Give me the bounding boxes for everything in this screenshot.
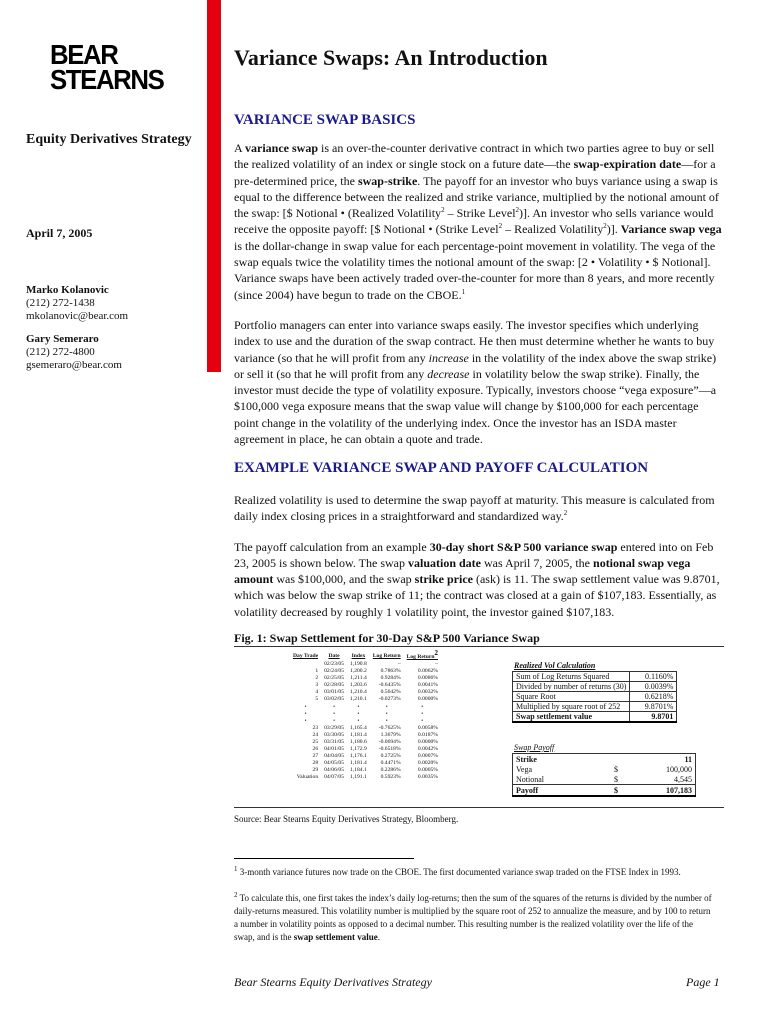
author-block — [26, 284, 196, 323]
table-cell: 1,191.1 — [350, 774, 367, 781]
realized-vol-title: Realized Vol Calculation — [514, 661, 596, 670]
table-cell: 1,211.4 — [350, 675, 367, 682]
table-cell: • — [421, 717, 424, 724]
table-cell: 03/31/05 — [324, 738, 345, 745]
footnote-divider — [234, 858, 414, 859]
table-row — [513, 702, 677, 712]
table-row — [290, 774, 441, 781]
table-cell: 0.0035% — [417, 774, 438, 781]
column-header: Date — [328, 653, 340, 660]
table-cell: 1,184.1 — [350, 767, 367, 774]
table-cell: -0.6518% — [378, 746, 401, 753]
table-row — [290, 661, 441, 668]
author-name: Marko Kolanovic — [26, 284, 109, 296]
table-cell: -0.7625% — [378, 724, 401, 731]
author-email[interactable]: mkolanovic@bear.com — [26, 310, 129, 322]
table-row — [513, 764, 696, 774]
section-heading: VARIANCE SWAP BASICS — [234, 112, 416, 128]
table-cell: 02/28/05 — [324, 682, 345, 689]
column-header: Log Return$^2$ — [406, 649, 438, 660]
table-cell: 107,183 — [633, 785, 696, 797]
table-row — [513, 672, 677, 682]
table-cell: 1.3679% — [380, 731, 401, 738]
table-row — [290, 711, 441, 718]
figure-swap-settlement — [234, 646, 724, 808]
table-cell: 0.2286% — [380, 767, 401, 774]
table-cell: 26 — [312, 746, 319, 753]
table-cell: 0.0005% — [417, 767, 438, 774]
table-cell: 0.1160% — [630, 672, 677, 682]
footnote: $^1$ 3-month variance futures now trade on the CBOE. The first documented variance swap traded on the FTSE Index in 1993. — [234, 865, 681, 877]
table-cell: 29 — [312, 767, 319, 774]
table-cell: 0.5642% — [380, 689, 401, 696]
table-cell: • — [333, 703, 336, 710]
table-cell: • — [357, 703, 360, 710]
table-cell: Divided by number of returns (30) — [513, 682, 630, 692]
author-phone: (212) 272-4800 — [26, 346, 95, 358]
table-cell: 1 — [315, 668, 319, 675]
table-cell: Sum of Log Returns Squared — [513, 672, 630, 682]
table-cell: 03/02/05 — [324, 696, 345, 703]
table-cell: 9.8701% — [630, 702, 677, 712]
page-number: Page 1 — [686, 975, 720, 989]
table-cell: 23 — [312, 724, 319, 731]
table-cell: – — [397, 660, 401, 667]
table-cell: 27 — [312, 753, 319, 760]
table-cell: • — [385, 703, 388, 710]
table-cell: – — [435, 660, 438, 667]
table-cell: • — [357, 710, 360, 717]
table-cell: • — [304, 710, 307, 717]
table-cell: Payoff — [513, 785, 612, 797]
logo-line-1: BEAR — [50, 39, 118, 70]
table-cell: 03/01/05 — [324, 689, 345, 696]
table-row — [290, 725, 441, 732]
table-cell: Vega — [513, 764, 612, 774]
table-cell: 03/30/05 — [324, 731, 345, 738]
table-cell: 0.0187% — [417, 731, 438, 738]
table-cell: 1,210.1 — [350, 696, 367, 703]
table-cell: 0.0000% — [417, 696, 438, 703]
table-row — [290, 668, 441, 675]
table-cell: 04/07/05 — [324, 774, 345, 781]
table-cell: -0.0273% — [378, 696, 401, 703]
table-cell: Swap settlement value — [513, 712, 630, 723]
author-email[interactable]: gsemeraro@bear.com — [26, 359, 122, 371]
table-cell: 1,181.4 — [350, 731, 367, 738]
table-cell — [611, 754, 633, 765]
table-cell: Multiplied by square root of 252 — [513, 702, 630, 712]
table-row — [290, 760, 441, 767]
table-row — [290, 732, 441, 739]
table-cell: 25 — [312, 738, 319, 745]
table-cell: 0.0058% — [417, 724, 438, 731]
table-row — [290, 746, 441, 753]
table-row — [290, 689, 441, 696]
swap-payoff-title: Swap Payoff — [514, 743, 555, 752]
table-cell: 0.0020% — [417, 760, 438, 767]
table-row — [513, 682, 677, 692]
table-cell: 1,172.9 — [350, 746, 367, 753]
bear-stearns-logo — [50, 39, 173, 95]
table-cell: 0.4471% — [380, 760, 401, 767]
table-cell: $ — [614, 764, 618, 774]
table-cell: • — [304, 717, 307, 724]
table-cell: 1,210.4 — [350, 689, 367, 696]
table-cell: $ — [614, 774, 618, 784]
table-row — [290, 739, 441, 746]
table-cell — [290, 661, 321, 668]
author-block — [26, 333, 196, 372]
table-cell: • — [357, 717, 360, 724]
table-cell: 1,190.8 — [350, 660, 367, 667]
table-cell: • — [385, 710, 388, 717]
table-cell: -0.6435% — [378, 682, 401, 689]
table-cell: 1,203.6 — [350, 682, 367, 689]
red-accent-bar — [207, 0, 221, 372]
table-cell: 02/23/05 — [324, 660, 345, 667]
table-cell: • — [333, 710, 336, 717]
table-row — [290, 675, 441, 682]
table-cell: 04/06/05 — [324, 767, 345, 774]
figure-caption: Fig. 1: Swap Settlement for 30-Day S&P 500 Variance Swap — [234, 631, 540, 645]
paragraph: A variance swap is an over-the-counter derivative contract in which two parties agree to buy or sell the realized volatility of an index or single stock on a future date—the swap-expiration date—for a pre-determined price, the swap-strike. The payoff for an investor who buys variance using a swap is equal to the difference between the realized and strike variance, multiplied by the notional amount of the swap: [$ Notional • (Realized Volatility$^2$ – Strike Level$^2$)]. An investor who sells variance would receive the opposite payoff: [$ Notional • (Strike Level$^2$ – Realized Volatility$^2$)]. Variance swap vega is the dollar-change in swap value for each percentage-point movement in volatility. The vega of the swap equals twice the volatility times the notional amount of the swap: [2 • Volatility • $ Notional]. Variance swaps have been actively traded over-the-counter for more than 8 years, and more recently (since 2004) have begun to trade on the CBOE.$^1$ — [234, 141, 722, 302]
author-name: Gary Semeraro — [26, 333, 99, 345]
table-cell: 0.7863% — [380, 668, 401, 675]
table-cell: -0.0694% — [378, 738, 401, 745]
table-row — [513, 754, 696, 765]
table-cell: 4 — [315, 689, 319, 696]
table-cell: 3 — [315, 682, 319, 689]
table-cell: 0.0062% — [417, 668, 438, 675]
table-cell: 4,545 — [633, 774, 696, 785]
document-title: Variance Swaps: An Introduction — [234, 45, 548, 70]
table-cell: 02/24/05 — [324, 668, 345, 675]
column-header: Log Return — [372, 653, 401, 660]
figure-source: Source: Bear Stearns Equity Derivatives Strategy, Bloomberg. — [234, 814, 459, 824]
footnote-ref: 1 — [461, 287, 466, 296]
table-cell: 0.0086% — [417, 675, 438, 682]
footer-publisher: Bear Stearns Equity Derivatives Strategy — [234, 975, 432, 989]
department-title: Equity Derivatives Strategy — [26, 132, 192, 147]
swap-payoff-table — [512, 753, 696, 797]
table-cell: 0.9284% — [380, 675, 401, 682]
daily-returns-table — [290, 649, 441, 782]
table-row — [513, 785, 696, 797]
table-cell: • — [304, 703, 307, 710]
table-cell: 0.0032% — [417, 689, 438, 696]
table-cell: • — [421, 710, 424, 717]
paragraph: The payoff calculation from an example 30-day short S&P 500 variance swap entered into on Feb 23, 2005 is shown below. The swap valuation date was April 7, 2005, the notional swap vega amount was $100,000, and the swap strike price (ask) is 11. The swap settlement value was 9.8701, which was below the swap strike of 11; the contract was closed at a gain of $107,183. Essentially, as volatility decreased by roughly 1 volatility point, the investor gained $107,183. — [234, 539, 720, 619]
table-cell: • — [421, 703, 424, 710]
table-cell: 1,176.1 — [350, 753, 367, 760]
table-row — [290, 704, 441, 711]
table-cell: 02/25/05 — [324, 675, 345, 682]
logo-line-2: STEARNS — [50, 64, 164, 95]
table-cell: 100,000 — [633, 764, 696, 774]
table-cell: 0.0007% — [417, 753, 438, 760]
table-cell: Square Root — [513, 692, 630, 702]
table-cell: 0.2725% — [380, 753, 401, 760]
table-row — [290, 753, 441, 760]
table-cell: 24 — [312, 731, 319, 738]
paragraph: Realized volatility is used to determine the swap payoff at maturity. This measure is calculated from daily index closing prices in a straightforward and standardized way.$^2$ — [234, 493, 715, 524]
paragraph: Portfolio managers can enter into variance swaps easily. The investor specifies which underlying index to use and the duration of the swap contract. He then must determine whether he wants to buy variance (so that he will profit from any increase in the volatility of the index above the swap strike) or sell it (so that he will profit from any decrease in volatility below the swap strike). Finally, the investor must decide the type of volatility exposure. Typically, investors choose “vega exposure”—a $100,000 vega exposure means that the swap value will change by $100,000 for each percentage point change in the volatility of the underlying index. Once the investor has an ISDA master agreement in place, he can obtain a quote and trade. — [234, 317, 717, 447]
footnote: $^2$ To calculate this, one first takes the index’s daily log-returns; then the sum of the squares of the returns is divided by the number of daily-returns measured. This volatility number is multiplied by the square root of 252 to annualize the measure, and by 100 to return a number in volatility points as opposed to a decimal number. This resulting number is the realized volatility over the life of the swap, and is the swap settlement value. — [234, 891, 712, 942]
table-cell: 11 — [633, 754, 696, 765]
table-cell: 04/04/05 — [324, 753, 345, 760]
table-row — [290, 718, 441, 725]
table-row — [290, 682, 441, 689]
table-cell: Strike — [513, 754, 612, 765]
table-cell: 0.5923% — [380, 774, 401, 781]
section-example — [234, 460, 724, 620]
table-cell: 04/01/05 — [324, 746, 345, 753]
table-row — [290, 696, 441, 703]
table-cell: 1,200.2 — [350, 668, 367, 675]
table-cell: 03/29/05 — [324, 724, 345, 731]
author-phone: (212) 272-1438 — [26, 297, 95, 309]
table-cell: 0.0039% — [630, 682, 677, 692]
table-row — [513, 774, 696, 785]
table-cell: 28 — [312, 760, 319, 767]
table-cell: Notional — [513, 774, 612, 785]
footnote-ref: 2 — [563, 509, 568, 518]
section-heading: EXAMPLE VARIANCE SWAP AND PAYOFF CALCULATION — [234, 460, 649, 476]
table-cell: $ — [611, 785, 633, 797]
realized-vol-table — [512, 671, 677, 723]
table-cell: • — [385, 717, 388, 724]
publication-date: April 7, 2005 — [26, 226, 93, 240]
table-cell: 1,181.4 — [350, 760, 367, 767]
table-cell: 0.0042% — [417, 746, 438, 753]
table-cell: 0.0000% — [417, 738, 438, 745]
table-cell: 1,165.4 — [350, 724, 367, 731]
table-cell: • — [333, 717, 336, 724]
table-row — [290, 767, 441, 774]
table-cell: 1,180.6 — [350, 738, 367, 745]
table-row — [513, 712, 677, 723]
table-cell: 9.8701 — [630, 712, 677, 723]
table-cell: Valuation — [296, 774, 319, 781]
table-cell: 0.6218% — [630, 692, 677, 702]
table-cell: 5 — [315, 696, 319, 703]
table-cell: 2 — [315, 675, 319, 682]
table-cell: 04/05/05 — [324, 760, 345, 767]
table-row — [513, 692, 677, 702]
table-cell: 0.0041% — [417, 682, 438, 689]
section-basics — [234, 112, 724, 447]
column-header: Day Trade — [293, 653, 319, 660]
column-header: Index — [351, 653, 366, 660]
